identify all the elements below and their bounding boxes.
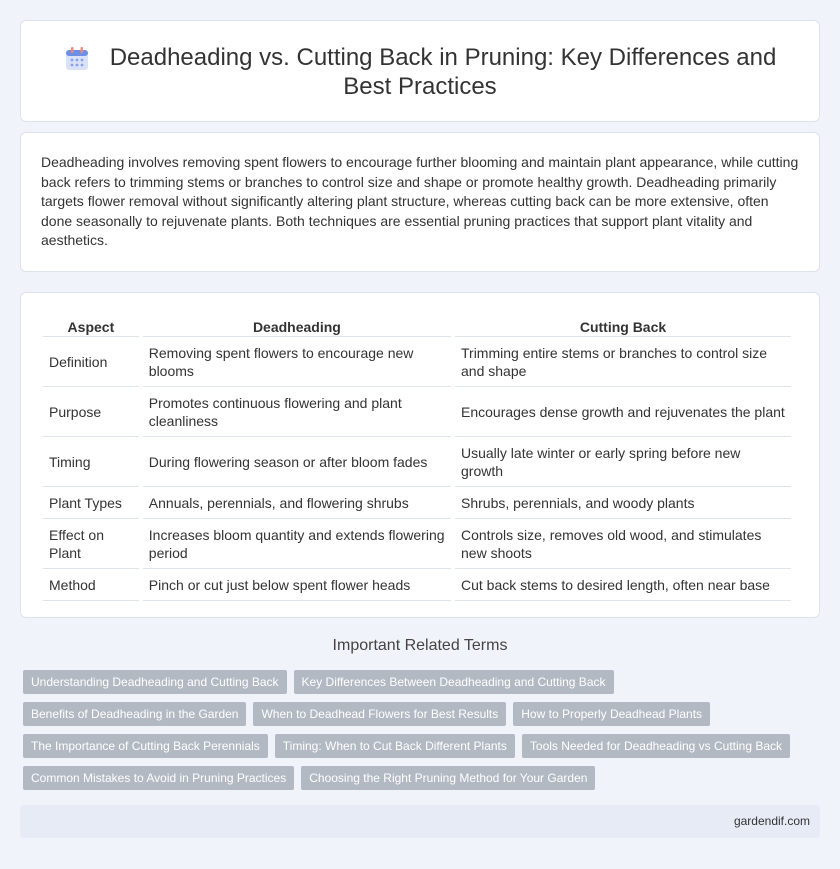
intro-card [20,132,820,272]
deadheading-cell: Annuals, perennials, and flowering shrubs [143,487,451,519]
deadheading-cell: Increases bloom quantity and extends flowering period [143,519,451,569]
page-title: Deadheading vs. Cutting Back in Pruning: Key Differences and Best Practices [109,44,777,100]
table-row [43,519,791,569]
deadheading-cell: During flowering season or after bloom fades [143,437,451,487]
intro-paragraph: Deadheading involves removing spent flowers to encourage further blooming and maintain plant appearance, while cutting back refers to trimming stems or branches to control size and shape or promote healthy growth. Deadheading primarily targets flower removal without significantly altering plant structure, whereas cutting back can be more extensive, often done seasonally to rejuvenate plants. Both techniques are essential pruning practices that support plant vitality and aesthetics. [41,154,799,249]
footer [20,805,820,838]
table-row [43,569,791,601]
related-term-tag[interactable]: Choosing the Right Pruning Method for Your Garden [301,766,595,790]
related-term-tag[interactable]: Benefits of Deadheading in the Garden [23,702,246,726]
related-term-tag[interactable]: How to Properly Deadhead Plants [513,702,710,726]
tag-row [23,702,817,726]
table-row [43,387,791,437]
column-header-deadheading: Deadheading [143,313,451,337]
comparison-table-card [20,292,820,618]
related-term-tag[interactable]: Common Mistakes to Avoid in Pruning Practices [23,766,294,790]
deadheading-cell: Promotes continuous flowering and plant cleanliness [143,387,451,437]
related-term-tag[interactable]: Understanding Deadheading and Cutting Back [23,670,287,694]
header-card [20,20,820,122]
tag-row [23,734,817,758]
aspect-cell: Purpose [43,387,139,437]
tag-row [23,766,817,790]
cutting-back-cell: Shrubs, perennials, and woody plants [455,487,791,519]
related-terms-heading: Important Related Terms [332,637,508,654]
related-term-tag[interactable]: When to Deadhead Flowers for Best Results [253,702,506,726]
footer-site-name: gardendif.com [733,814,810,828]
related-term-tag[interactable]: The Importance of Cutting Back Perennials [23,734,268,758]
table-row [43,337,791,387]
table-row [43,437,791,487]
related-term-tag[interactable]: Tools Needed for Deadheading vs Cutting Back [522,734,790,758]
cutting-back-cell: Trimming entire stems or branches to control size and shape [455,337,791,387]
deadheading-cell: Pinch or cut just below spent flower heads [143,569,451,601]
table-row [43,487,791,519]
related-term-tag[interactable]: Key Differences Between Deadheading and Cutting Back [294,670,614,694]
tag-row [23,670,817,694]
column-header-cutting-back: Cutting Back [455,313,791,337]
aspect-cell: Definition [43,337,139,387]
aspect-cell: Method [43,569,139,601]
related-term-tag[interactable]: Timing: When to Cut Back Different Plants [275,734,515,758]
calendar-icon [64,46,90,72]
comparison-table [39,313,795,601]
aspect-cell: Plant Types [43,487,139,519]
cutting-back-cell: Cut back stems to desired length, often near base [455,569,791,601]
title-wrap [61,43,779,101]
cutting-back-cell: Controls size, removes old wood, and stimulates new shoots [455,519,791,569]
related-terms-list [23,670,817,798]
cutting-back-cell: Usually late winter or early spring before new growth [455,437,791,487]
deadheading-cell: Removing spent flowers to encourage new blooms [143,337,451,387]
aspect-cell: Effect on Plant [43,519,139,569]
column-header-aspect: Aspect [43,313,139,337]
table-header-row [43,313,791,337]
aspect-cell: Timing [43,437,139,487]
cutting-back-cell: Encourages dense growth and rejuvenates the plant [455,387,791,437]
